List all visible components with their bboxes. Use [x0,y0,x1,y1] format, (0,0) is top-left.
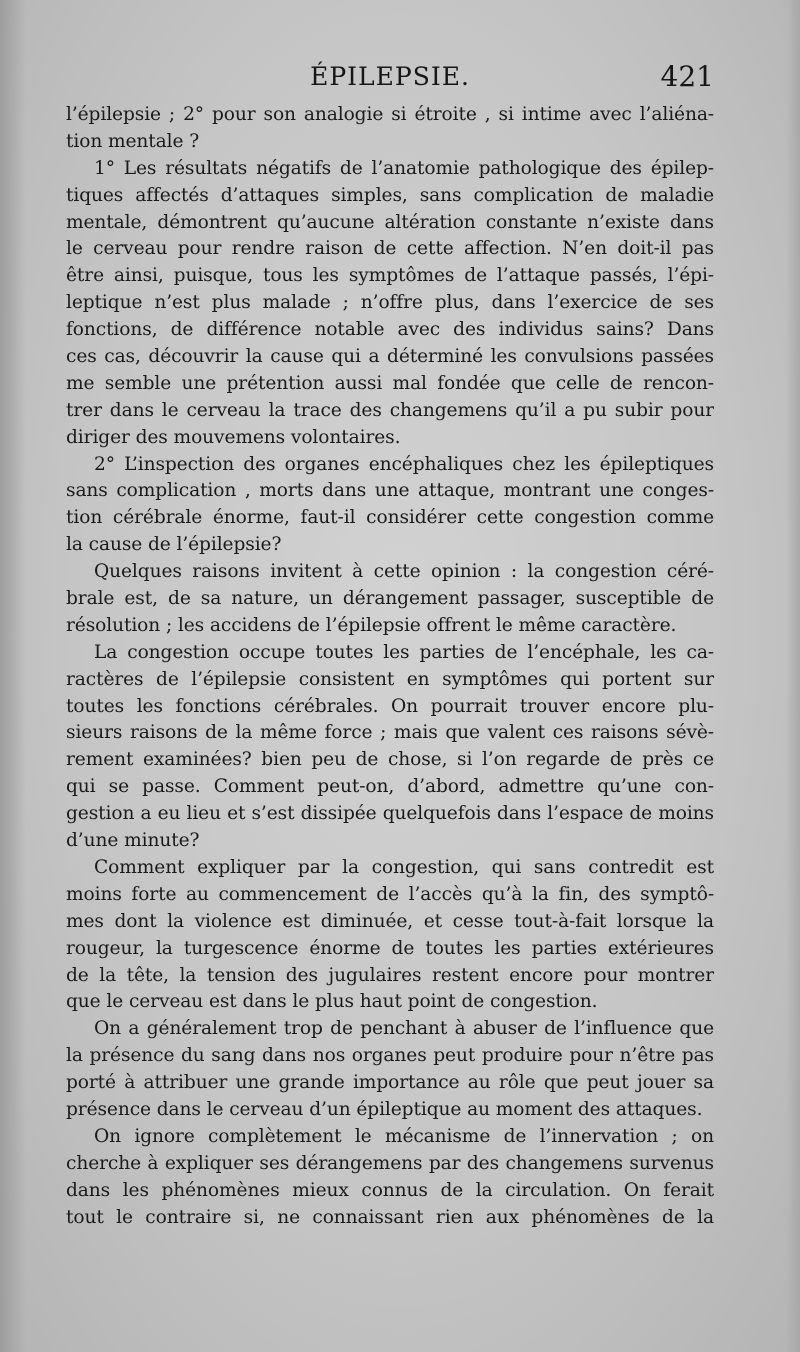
text-line: tiques affectés d’attaques simples, sans complication de maladie [66,184,714,206]
text-line: moins forte au commencement de l’accès qu’à la fin, des symptô- [66,883,714,905]
running-title: ÉPILEPSIE. [310,62,470,91]
text-line: d’une minute? [66,830,200,852]
text-line: brale est, de sa nature, un dérangement passager, susceptible de [66,588,714,610]
text-line: tion cérébrale énorme, faut-il considérer cette congestion comme [66,507,714,529]
text-line: qui se passe. Comment peut-on, d’abord, admettre qu’une con- [66,776,714,798]
text-line: ractères de l’épilepsie consistent en symptômes qui portent sur [66,668,714,690]
page-edge-shadow [786,0,800,1352]
text-line: Comment expliquer par la congestion, qui sans contredit est [94,856,714,878]
text-line: la cause de l’épilepsie? [66,534,282,556]
text-line: leptique n’est plus malade ; n’offre plus, dans l’exercice de ses [66,292,714,314]
text-line: fonctions, de différence notable avec des individus sains? Dans [66,319,714,341]
text-line: Quelques raisons invitent à cette opinion : la congestion céré- [94,561,714,583]
text-line: me semble une prétention aussi mal fondée que celle de rencon- [66,372,714,394]
text-line: de la tête, la tension des jugulaires restent encore pour montrer [66,964,714,986]
body-text [66,102,714,1231]
text-line: sans complication , morts dans une attaque, montrant une conges- [66,480,714,502]
text-line: mes dont la violence est diminuée, et cesse tout-à-fait lorsque la [66,910,714,932]
text-line: dans les phénomènes mieux connus de la circulation. On ferait [66,1179,714,1201]
text-line: La congestion occupe toutes les parties de l’encéphale, les ca- [94,641,714,663]
binding-shadow [0,0,26,1352]
text-line: tout le contraire si, ne connaissant rien aux phénomènes de la [66,1206,714,1228]
text-line: la présence du sang dans nos organes peut produire pour n’être pas [66,1045,714,1067]
text-line: 1° Les résultats négatifs de l’anatomie pathologique des épilep- [94,157,714,179]
text-line: 2° L’inspection des organes encéphaliques chez les épileptiques [94,453,714,475]
text-line: que le cerveau est dans le plus haut point de congestion. [66,991,598,1013]
text-line: présence dans le cerveau d’un épileptique au moment des attaques. [66,1098,703,1120]
running-head [66,60,714,94]
text-line: gestion a eu lieu et s’est dissipée quelquefois dans l’espace de moins [66,803,714,825]
text-line: porté à attribuer une grande importance au rôle que peut jouer sa [66,1072,714,1094]
text-line: l’épilepsie ; 2° pour son analogie si étroite , si intime avec l’aliéna- [66,104,714,125]
text-line: le cerveau pour rendre raison de cette affection. N’en doit-il pas [66,238,714,260]
text-line: sieurs raisons de la même force ; mais que valent ces raisons sévè- [66,722,714,744]
page-number: 421 [660,60,714,93]
text-line: rougeur, la turgescence énorme de toutes les parties extérieures [66,937,714,959]
text-line: cherche à expliquer ses dérangemens par des changemens survenus [66,1152,714,1174]
text-line: rement examinées? bien peu de chose, si l’on regarde de près ce [66,749,714,771]
text-line: mentale, démontrent qu’aucune altération constante n’existe dans [66,211,714,233]
text-line: ces cas, découvrir la cause qui a déterminé les convulsions passées [66,346,714,368]
text-line: résolution ; les accidens de l’épilepsie offrent le même caractère. [66,614,677,636]
text-line: trer dans le cerveau la trace des changemens qu’il a pu subir pour [66,399,714,421]
text-line: toutes les fonctions cérébrales. On pourrait trouver encore plu- [66,695,714,717]
text-line: On a généralement trop de penchant à abuser de l’influence que [94,1018,714,1040]
text-line: diriger des mouvemens volontaires. [66,426,401,448]
text-line: tion mentale ? [66,130,200,152]
text-line: être ainsi, puisque, tous les symptômes de l’attaque passés, l’épi- [66,265,714,287]
text-line: On ignore complètement le mécanisme de l’innervation ; on [94,1125,714,1147]
